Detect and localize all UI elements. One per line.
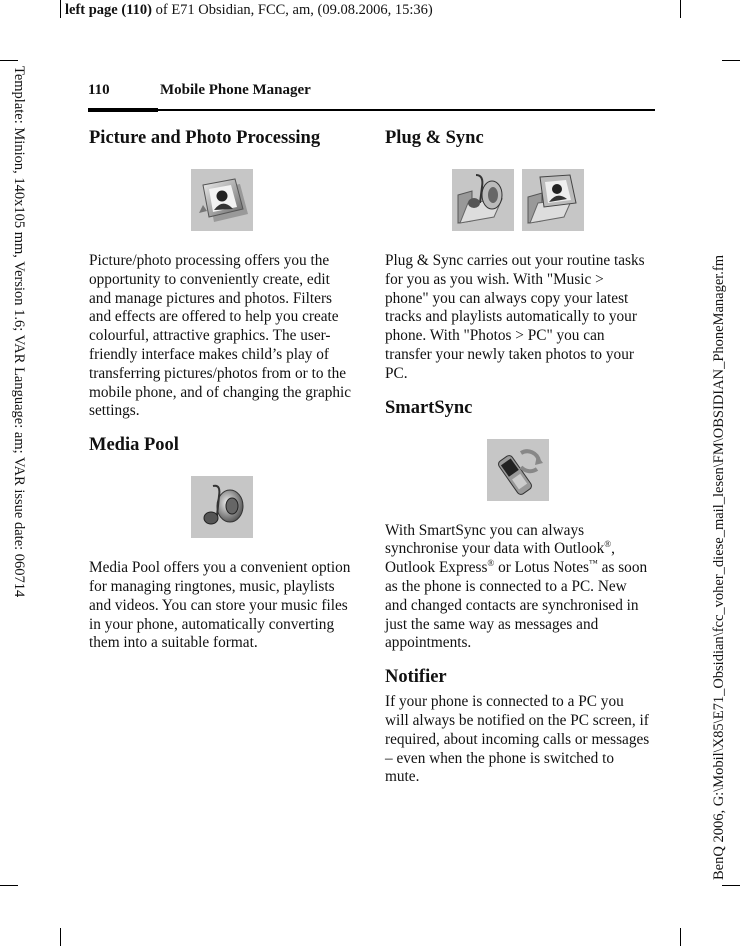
trademark-mark: ™ <box>589 558 598 569</box>
body-text: or Lotus Notes <box>494 559 589 577</box>
chapter-title: Mobile Phone Manager <box>160 82 311 98</box>
picture-frame-icon <box>191 169 253 231</box>
section-body: Plug & Sync carries out your routine tasks for you as you wish. With "Music > phone" you can always copy your latest tracks and playlists automatically to your phone. With "Photos > PC" you can transfer your newly taken photos to your PC. <box>385 252 645 382</box>
body-text: , Outlook Express <box>385 540 615 577</box>
section-title: Plug & Sync <box>385 128 484 148</box>
running-head <box>88 82 656 112</box>
section-body: Media Pool offers you a convenient option for managing ringtones, music, playlists and videos. You can store your music files in your phone, automatically converting them into a suitable format. <box>89 559 351 652</box>
music-note-speaker-icon <box>191 476 253 538</box>
photo-folder-icon <box>522 169 584 231</box>
crop-mark <box>722 60 740 61</box>
icon-row <box>385 439 650 501</box>
page-number: 110 <box>88 82 110 98</box>
right-column <box>385 126 650 787</box>
header-rule <box>88 109 655 111</box>
section-title: Media Pool <box>89 435 179 456</box>
section-title: Picture and Photo Processing <box>89 128 321 148</box>
slug-page-ref: left page (110) <box>65 2 152 18</box>
icon-row <box>89 169 354 231</box>
section-title: Notifier <box>385 667 447 688</box>
template-info: Template: Minion, 140x105 mm, Version 1.6; VAR Language: am; VAR issue date: 060714 <box>11 66 27 598</box>
header-rule-accent <box>88 108 158 112</box>
crop-mark <box>680 0 681 18</box>
icon-row <box>89 476 354 538</box>
icon-row <box>385 169 650 231</box>
section-body <box>385 522 650 654</box>
crop-mark <box>0 885 18 886</box>
body-text: With SmartSync you can always synchronise your data with Outlook <box>385 521 605 558</box>
slug-details: of E71 Obsidian, FCC, am, (09.08.2006, 15:36) <box>151 2 433 18</box>
body-text: as soon as the phone is connected to a PC. New and changed contacts are synchronised in just the same way as messages and appointments. <box>385 559 648 652</box>
crop-mark <box>60 928 61 946</box>
crop-mark <box>0 60 18 61</box>
left-column <box>89 126 354 653</box>
section-body: Picture/photo processing offers you the opportunity to conveniently create, edit and manage pictures and photos. Filters and effects are offered to help you create colourful, attractive graphics. The user-friendly interface makes child’s play of transferring pictures/photos from or to the mobile phone, and of changing the graphic settings. <box>89 252 352 420</box>
crop-mark <box>680 928 681 946</box>
crop-mark <box>60 0 61 18</box>
registered-mark: ® <box>604 539 612 550</box>
section-body: If your phone is connected to a PC you will always be notified on the PC screen, if required, about incoming calls or messages – even when the phone is switched to mute. <box>385 693 650 786</box>
print-slug <box>65 0 433 20</box>
file-path-info: BenQ 2006, G:\Mobil\X85\E71_Obsidian\fcc_voher_diese_mail_lesen\FM\OBSIDIAN_PhoneManager.fm <box>711 254 727 880</box>
registered-mark: ® <box>487 558 495 569</box>
phone-sync-icon <box>487 439 549 501</box>
music-folder-icon <box>452 169 514 231</box>
crop-mark <box>722 885 740 886</box>
section-title: SmartSync <box>385 397 473 418</box>
